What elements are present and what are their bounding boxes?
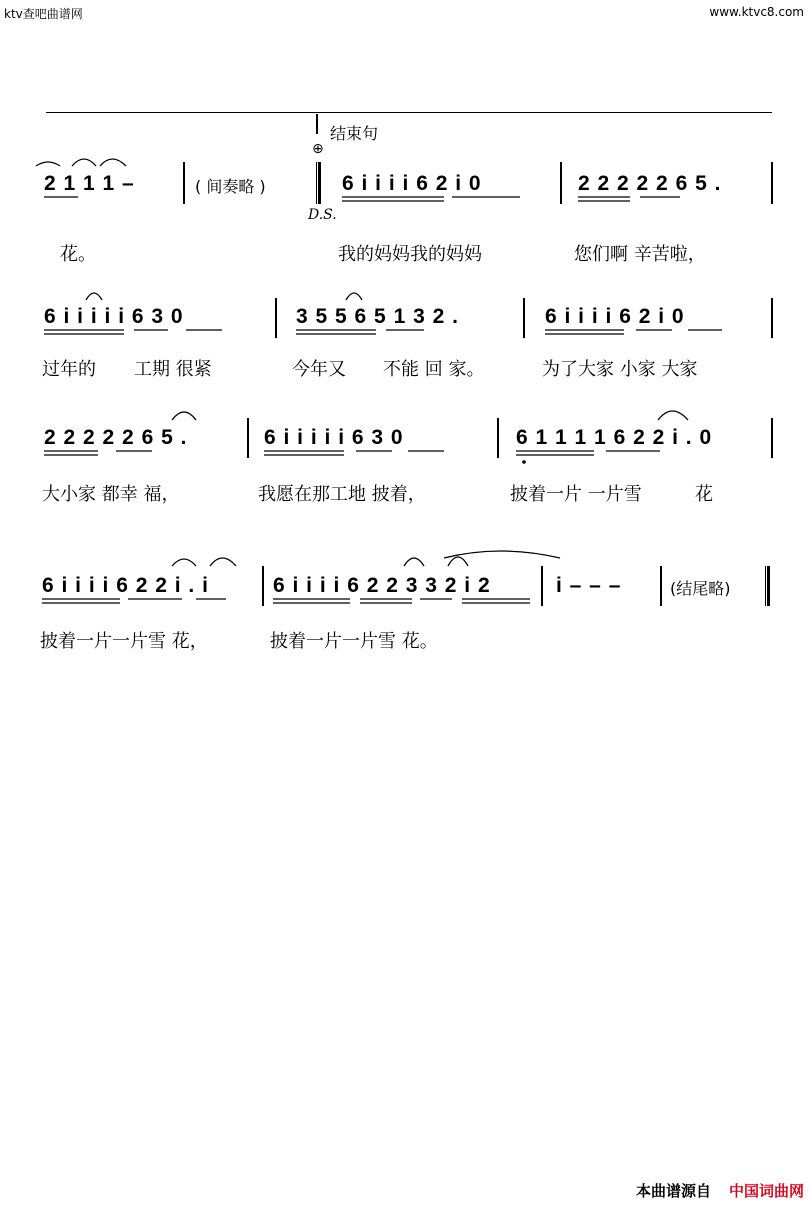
lyric: 我的妈妈我的妈妈 xyxy=(338,244,482,265)
lyric: 不能 回 家。 xyxy=(383,359,485,380)
slur xyxy=(86,293,102,300)
lyric: 披着一片 一片雪 xyxy=(510,484,642,505)
measure-3-2: 6 i i i i i 6 3 0 xyxy=(264,426,404,449)
measure-3-3: 6 1 1 1 1 6 2 2 i . 0 xyxy=(516,426,713,449)
slur xyxy=(346,293,362,300)
footer-credit xyxy=(636,1180,804,1201)
lyric: 您们啊 辛苦啦， xyxy=(574,244,706,265)
measure-1-2: 6 i i i i 6 2 i 0 xyxy=(342,172,482,195)
slur xyxy=(172,412,196,420)
slur xyxy=(404,558,424,566)
lyric: 披着一片一片雪 花。 xyxy=(270,631,438,652)
measure-4-2: 6 i i i i 6 2 2 3 3 2 i 2 xyxy=(273,574,491,597)
footer-site: 中国词曲网 xyxy=(728,1182,804,1200)
measure-1-1: 2 1 1 1 – xyxy=(44,172,135,195)
lyric: 花 xyxy=(695,484,713,505)
watermark-left: ktv查吧曲谱网 xyxy=(4,7,83,21)
lyric: 工期 很紧 xyxy=(134,359,212,380)
lyric: 为了大家 小家 大家 xyxy=(542,359,698,380)
lyric: 过年的 xyxy=(42,359,96,380)
slur xyxy=(36,162,60,166)
watermark-right: www.ktvc8.com xyxy=(709,5,804,19)
footer-source: 本曲谱源自 xyxy=(635,1182,711,1200)
interlude-label: ( 间奏略 ) xyxy=(195,177,266,196)
measure-2-2: 3 5 5 6 5 1 3 2 . xyxy=(296,305,459,328)
measure-3-1: 2 2 2 2 2 6 5 . xyxy=(44,426,188,449)
ds-marker: D.S. xyxy=(308,207,337,223)
slur xyxy=(444,551,560,558)
slur xyxy=(210,558,236,566)
coda-icon: ⊕ xyxy=(312,141,324,157)
measure-2-1: 6 i i i i i 6 3 0 xyxy=(44,305,184,328)
lyric: 披着一片一片雪 花， xyxy=(40,631,208,652)
measure-2-3: 6 i i i i 6 2 i 0 xyxy=(545,305,685,328)
ending-label: 结束句 xyxy=(330,124,379,143)
slur xyxy=(658,411,688,420)
measure-1-3: 2 2 2 2 2 6 5 . xyxy=(578,172,722,195)
slur xyxy=(448,557,468,566)
slur xyxy=(72,159,96,166)
outro-label: (结尾略) xyxy=(670,579,731,598)
measure-4-3: i – – – xyxy=(556,574,622,597)
lyric: 花。 xyxy=(60,244,96,265)
lyric: 我愿在那工地 披着， xyxy=(258,484,426,505)
lyric: 大小家 都幸 福， xyxy=(42,484,180,505)
slur xyxy=(172,559,196,566)
lyric: 今年又 xyxy=(292,359,346,380)
slur xyxy=(100,159,126,166)
measure-4-1: 6 i i i i 6 2 2 i . i xyxy=(42,574,209,597)
